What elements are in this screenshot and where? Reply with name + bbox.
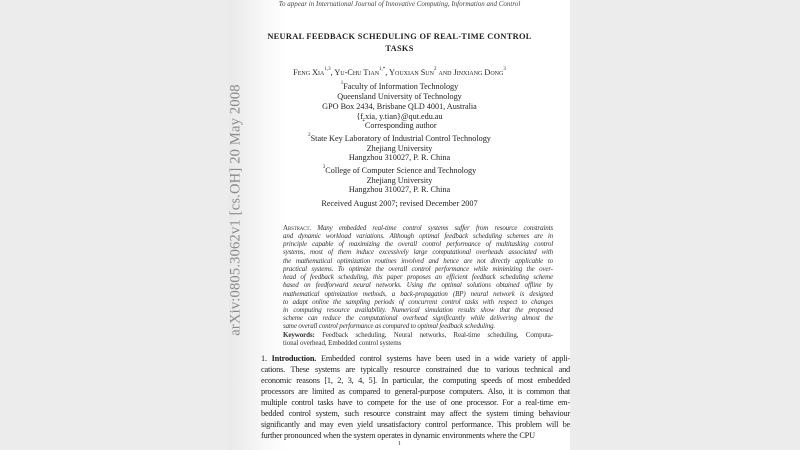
abstract-line: mathematical optimization methods, a back-propagation (BP) neural network is designed	[283, 290, 553, 298]
author-sup: 3	[503, 67, 506, 72]
note-sup: *	[362, 120, 365, 125]
author-list	[229, 68, 570, 77]
abstract-line: based on feedforward neural networks. Using the optimal solutions obtained offline by	[283, 281, 553, 289]
affiliation-text: Faculty of Information Technology	[343, 82, 459, 91]
affiliation-line: Hangzhou 310027, P. R. China	[348, 185, 451, 194]
intro-line: significantly and may even yield unsatisfactory control performance. This problem will be	[261, 420, 570, 429]
affiliation-line: Zhejiang University	[366, 176, 433, 185]
keywords-label: Keywords:	[283, 331, 315, 339]
abstract-line	[283, 224, 553, 232]
intro-line: processors are limited as compared to general-purpose computers. Also, it is common that	[261, 387, 570, 396]
intro-text: Embedded control systems have been used in a wide variety of appli-	[316, 354, 570, 363]
intro-line: economic reasons [1, 2, 3, 4, 5]. In particular, the computing speeds of most embedded	[261, 376, 570, 385]
abstract-line: the mathematical optimization routines involved and hence are not directly applicable to	[283, 257, 553, 265]
author-sup: 2	[433, 67, 437, 72]
affiliation-line: GPO Box 2434, Brisbane QLD 4001, Australia	[322, 102, 477, 111]
affiliation-line	[229, 134, 570, 143]
keywords-line: tional overhead, Embedded control systems	[283, 339, 402, 347]
affiliation-line: Queensland University of Technology	[337, 92, 462, 101]
paper-title-line-1: NEURAL FEEDBACK SCHEDULING OF REAL-TIME CONTROL	[267, 32, 532, 41]
abstract-line: and dynamic workload variations. Although optimal feedback scheduling schemes are in	[283, 232, 553, 240]
intro-line: further pronounced when the system operates in dynamic environments where the CPU	[261, 431, 535, 440]
abstract-line: head of feedback scheduling, this paper proposes an efficient feedback scheduling scheme	[283, 273, 553, 281]
section-heading: Introduction.	[271, 354, 317, 363]
author-name: and Jinxiang Dong	[436, 68, 504, 77]
affiliation-text: State Key Laboratory of Industrial Control Technology	[310, 134, 491, 143]
note-text: Corresponding author	[364, 121, 437, 130]
abstract-line: scheme can reduce the computational overhead significantly while delivering almost the	[283, 314, 553, 322]
arxiv-stamp: arXiv:0805.3062v1 [cs.OH] 20 May 2008	[227, 84, 244, 336]
affiliation-line	[229, 82, 570, 91]
affiliation-sup: 2	[308, 133, 311, 138]
author-sup: 1,3	[324, 67, 331, 72]
abstract-line: in computing resource availability. Numerical simulation results show that the proposed	[283, 306, 553, 314]
section-number: 1.	[261, 354, 272, 363]
affiliation-line: Zhejiang University	[366, 144, 433, 153]
abstract-text: Many embedded real-time control systems suffer from resource constraints	[317, 224, 553, 232]
page-number: 1	[398, 441, 401, 447]
intro-line	[261, 353, 570, 364]
paper-page	[229, 0, 570, 450]
received-date: Received August 2007; revised December 2007	[321, 199, 478, 208]
affiliation-line	[229, 166, 570, 175]
keywords-text: Feedback scheduling, Neural networks, Real-time scheduling, Computa-	[314, 331, 553, 339]
author-sup: 1,*	[379, 67, 386, 72]
intro-line: bedded control system, such resource constraint may affect the system timing behaviour	[261, 409, 570, 418]
abstract-line: to adapt online the sampling periods of concurrent control tasks with respect to changes	[283, 298, 553, 306]
affiliation-line: Hangzhou 310027, P. R. China	[348, 153, 451, 162]
keywords-line	[283, 331, 553, 339]
author-name: Feng Xia	[293, 68, 325, 77]
affiliation-text: College of Computer Science and Technology	[325, 166, 477, 175]
corresponding-note	[229, 121, 570, 130]
abstract-label: Abstract.	[283, 224, 311, 232]
author-email: {f.xia, y.tian}@qut.edu.au	[356, 112, 443, 121]
author-name: , Youxian Sun	[385, 68, 434, 77]
abstract-line: practical systems. To optimize the overall control performance while minimizing the over-	[283, 265, 553, 273]
affiliation-sup: 3	[322, 165, 326, 170]
intro-line: cations. These systems are typically resource constrained due to various technical and	[261, 365, 570, 374]
intro-line: multiple control tasks have to compete for the use of one processor. For a real-time em-	[261, 398, 570, 407]
abstract-line: principle capable of maximizing the overall control performance of multitasking control	[283, 240, 553, 248]
paper-title-line-2: TASKS	[385, 44, 414, 53]
abstract-line: systems, most of them induce excessively large computational overheads associated with	[283, 248, 553, 256]
journal-note: To appear in International Journal of Innovative Computing, Information and Control	[278, 0, 521, 8]
author-name: , Yu-Chu Tian	[330, 68, 380, 77]
affiliation-sup: 1	[340, 81, 344, 86]
abstract-line: same overall control performance as compared to optimal feedback scheduling.	[283, 322, 496, 330]
